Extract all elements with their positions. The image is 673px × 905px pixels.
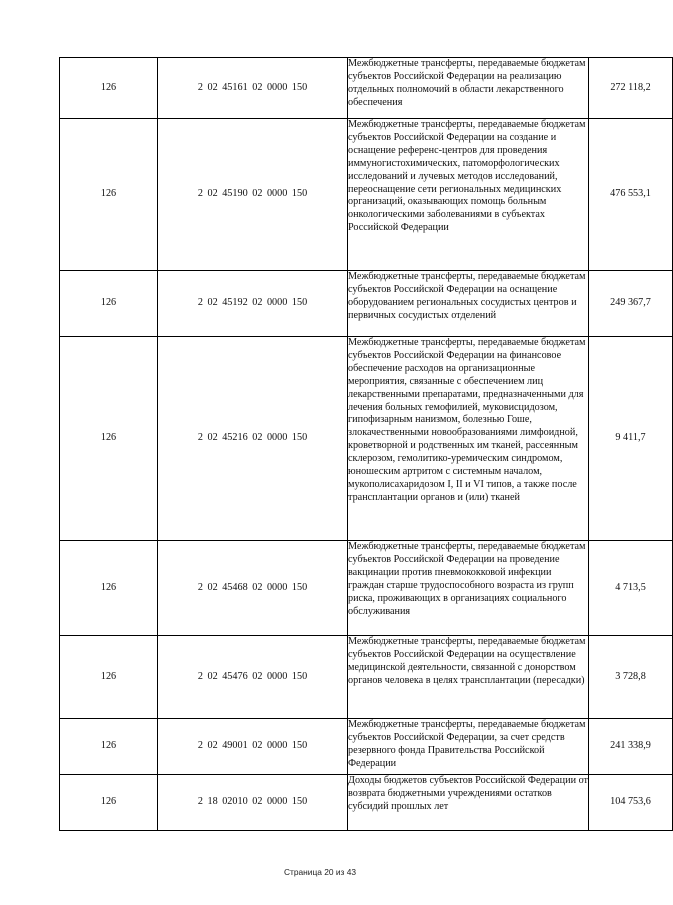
table-row <box>60 775 673 831</box>
admin-code-cell: 126 <box>60 58 158 119</box>
classification-code-cell: 2 02 49001 02 0000 150 <box>158 719 348 775</box>
admin-code-cell: 126 <box>60 719 158 775</box>
classification-code-cell: 2 02 45190 02 0000 150 <box>158 119 348 271</box>
description-cell: Межбюджетные трансферты, передаваемые бюджетам субъектов Российской Федерации на создание и оснащение референс-центров для проведения иммуногистохимических, патоморфологических исследований и лучевых методов исследований, переоснащение сети региональных медицинских организаций, оказывающих помощь больным онкологическими заболеваниями в субъектах Российской Федерации <box>348 119 589 271</box>
table-row <box>60 119 673 271</box>
description-cell: Доходы бюджетов субъектов Российской Федерации от возврата бюджетными учреждениями остатков субсидий прошлых лет <box>348 775 589 831</box>
description-cell: Межбюджетные трансферты, передаваемые бюджетам субъектов Российской Федерации, за счет средств резервного фонда Правительства Российской Федерации <box>348 719 589 775</box>
description-cell: Межбюджетные трансферты, передаваемые бюджетам субъектов Российской Федерации на финансовое обеспечение расходов на организационные мероприятия, связанные с обеспечением лиц лекарственными препаратами, предназначенными для лечения больных гемофилией, муковисцидозом, гипофизарным нанизмом, болезнью Гоше, злокачественными новообразованиями лимфоидной, кроветворной и родственных им тканей, рассеянным склерозом, гемолитико-уремическим синдромом, юношеским артритом с системным началом, мукополисахаридозом I, II и VI типов, а также после трансплантации органов и (или) тканей <box>348 337 589 541</box>
amount-cell: 249 367,7 <box>589 271 673 337</box>
amount-cell: 272 118,2 <box>589 58 673 119</box>
classification-code-cell: 2 02 45161 02 0000 150 <box>158 58 348 119</box>
table-row <box>60 719 673 775</box>
classification-code-cell: 2 02 45192 02 0000 150 <box>158 271 348 337</box>
admin-code-cell: 126 <box>60 337 158 541</box>
page-number: Страница 20 из 43 <box>283 867 357 877</box>
table-row <box>60 337 673 541</box>
amount-cell: 9 411,7 <box>589 337 673 541</box>
admin-code-cell: 126 <box>60 636 158 719</box>
amount-cell: 476 553,1 <box>589 119 673 271</box>
table-row <box>60 636 673 719</box>
classification-code-cell: 2 02 45468 02 0000 150 <box>158 541 348 636</box>
table-row <box>60 541 673 636</box>
classification-code-cell: 2 02 45476 02 0000 150 <box>158 636 348 719</box>
amount-cell: 3 728,8 <box>589 636 673 719</box>
admin-code-cell: 126 <box>60 271 158 337</box>
amount-cell: 4 713,5 <box>589 541 673 636</box>
classification-code-cell: 2 02 45216 02 0000 150 <box>158 337 348 541</box>
amount-cell: 241 338,9 <box>589 719 673 775</box>
description-cell: Межбюджетные трансферты, передаваемые бюджетам субъектов Российской Федерации на оснащение оборудованием региональных сосудистых центров и первичных сосудистых отделений <box>348 271 589 337</box>
admin-code-cell: 126 <box>60 775 158 831</box>
admin-code-cell: 126 <box>60 541 158 636</box>
budget-revenue-table <box>59 57 673 831</box>
description-cell: Межбюджетные трансферты, передаваемые бюджетам субъектов Российской Федерации на осуществление медицинской деятельности, связанной с донорством органов человека в целях трансплантации (пересадки) <box>348 636 589 719</box>
table-row <box>60 271 673 337</box>
description-cell: Межбюджетные трансферты, передаваемые бюджетам субъектов Российской Федерации на реализацию отдельных полномочий в области лекарственного обеспечения <box>348 58 589 119</box>
table-row <box>60 58 673 119</box>
description-cell: Межбюджетные трансферты, передаваемые бюджетам субъектов Российской Федерации на проведение вакцинации против пневмококковой инфекции граждан старше трудоспособного возраста из групп риска, проживающих в организациях социального обслуживания <box>348 541 589 636</box>
classification-code-cell: 2 18 02010 02 0000 150 <box>158 775 348 831</box>
amount-cell: 104 753,6 <box>589 775 673 831</box>
admin-code-cell: 126 <box>60 119 158 271</box>
